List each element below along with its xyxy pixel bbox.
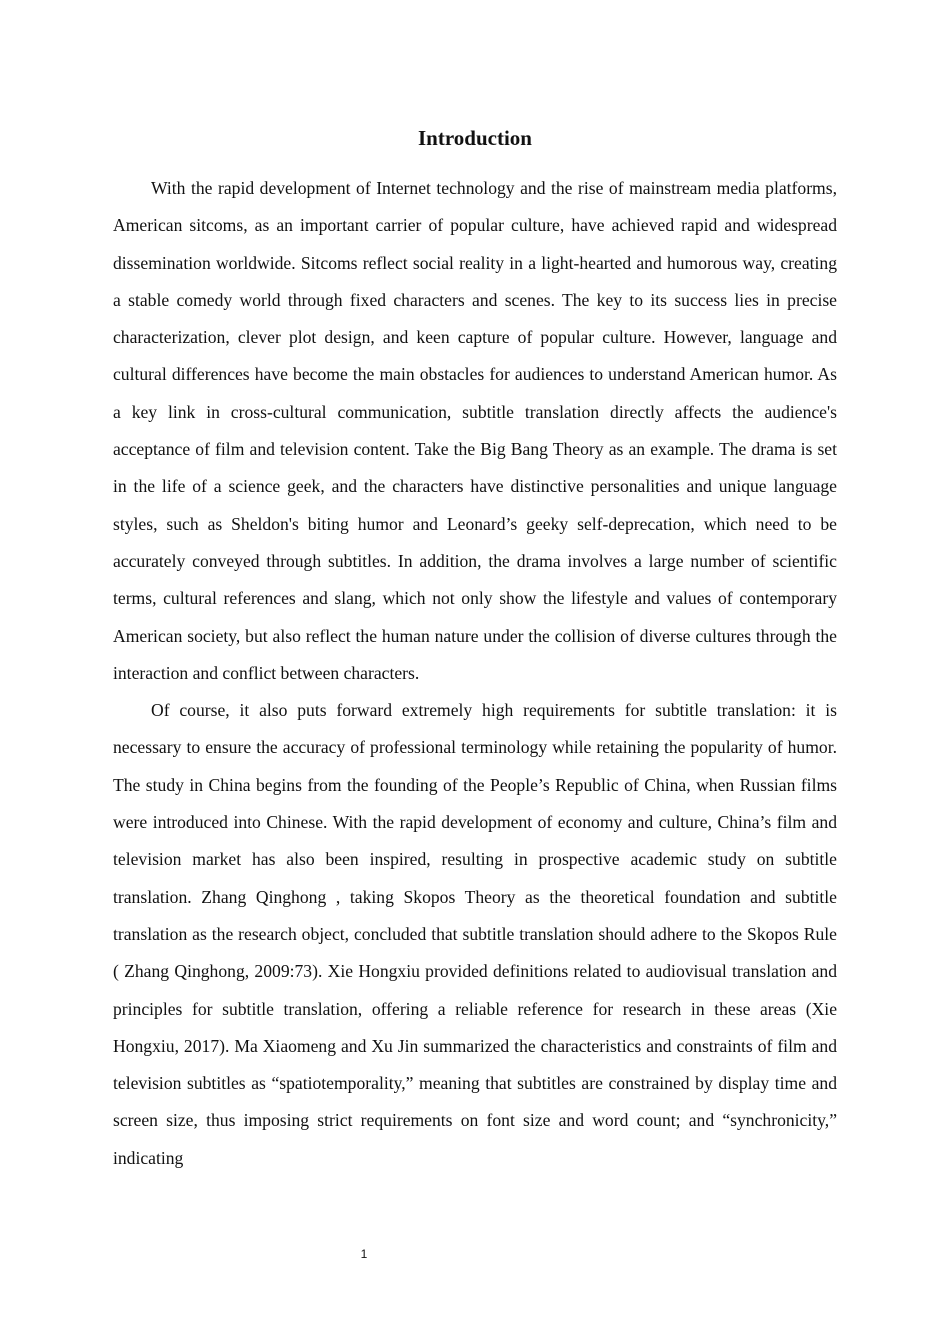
document-body (113, 170, 837, 1177)
page-title: Introduction (418, 126, 532, 150)
paragraph-2: Of course, it also puts forward extremely high requirements for subtitle translation: it is necessary to ensure the accuracy of professional terminology while retaining the popularity of humor. The study in China begins from the founding of the People’s Republic of China, when Russian films were introduced into Chinese. With the rapid development of economy and culture, China’s film and television market has also been inspired, resulting in prospective academic study on subtitle translation. Zhang Qinghong , taking Skopos Theory as the theoretical foundation and subtitle translation as the research object, concluded that subtitle translation should adhere to the Skopos Rule ( Zhang Qinghong, 2009:73). Xie Hongxiu provided definitions related to audiovisual translation and principles for subtitle translation, offering a reliable reference for research in these areas (Xie Hongxiu, 2017). Ma Xiaomeng and Xu Jin summarized the characteristics and constraints of film and television subtitles as “spatiotemporality,” meaning that subtitles are constrained by display time and screen size, thus imposing strict requirements on font size and word count; and “synchronicity,” indicating (113, 700, 837, 1168)
page-number: 1 (360, 1247, 368, 1261)
paragraph-1: With the rapid development of Internet technology and the rise of mainstream media platforms, American sitcoms, as an important carrier of popular culture, have achieved rapid and widespread dissemination worldwide. Sitcoms reflect social reality in a light-hearted and humorous way, creating a stable comedy world through fixed characters and scenes. The key to its success lies in precise characterization, clever plot design, and keen capture of popular culture. However, language and cultural differences have become the main obstacles for audiences to understand American humor. As a key link in cross-cultural communication, subtitle translation directly affects the audience's acceptance of film and television content. Take the Big Bang Theory as an example. The drama is set in the life of a science geek, and the characters have distinctive personalities and unique language styles, such as Sheldon's biting humor and Leonard’s geeky self-deprecation, which need to be accurately conveyed through subtitles. In addition, the drama involves a large number of scientific terms, cultural references and slang, which not only show the lifestyle and values of contemporary American society, but also reflect the human nature under the collision of diverse cultures through the interaction and conflict between characters. (113, 178, 837, 683)
